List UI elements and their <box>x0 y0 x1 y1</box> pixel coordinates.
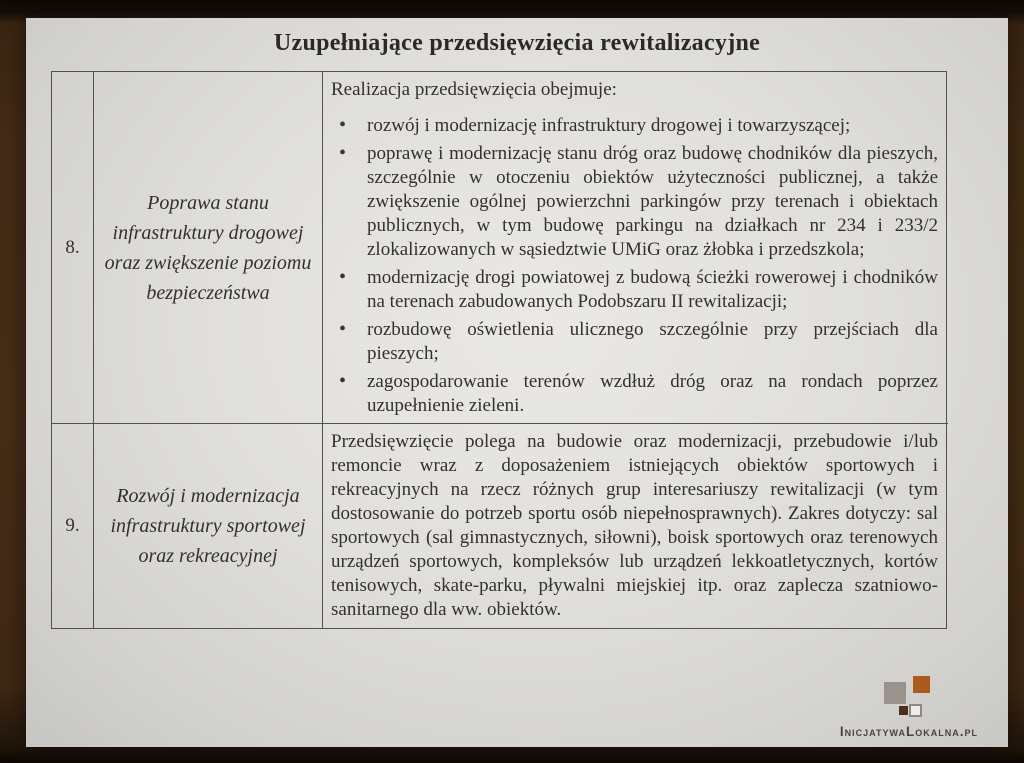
row-9-name-cell <box>94 424 323 628</box>
row-9-description-cell <box>323 424 948 628</box>
row-8-description-cell <box>323 72 948 424</box>
row-9-number-cell <box>52 424 94 628</box>
row-8-name-cell <box>94 72 323 424</box>
bullet-list <box>331 114 938 418</box>
logo <box>808 676 978 739</box>
bullet-item: • modernizację drogi powiatowej z budową ścieżki rowerowej i chodników na terenach zabudowanych Podobszaru II rewitalizacji; <box>331 266 938 314</box>
logo-square-orange-icon <box>913 676 930 693</box>
project-name: Rozwój i modernizacja infrastruktury sportowej oraz rekreacyjnej <box>110 485 306 567</box>
project-name: Poprawa stanu infrastruktury drogowej oraz zwiększenie poziomu bezpieczeństwa <box>104 191 312 304</box>
logo-square-white-icon <box>909 704 922 717</box>
slide-title: Uzupełniające przedsięwzięcia rewitalizacyjne <box>273 30 761 56</box>
logo-square-gray-icon <box>884 682 906 704</box>
row-number: 8. <box>65 236 80 258</box>
logo-mark-icon <box>808 676 933 720</box>
bullet-item: • zagospodarowanie terenów wzdłuż dróg oraz na rondach poprzez uzupełnienie zieleni. <box>331 370 938 418</box>
description-intro: Realizacja przedsięwzięcia obejmuje: <box>331 79 617 100</box>
logo-text: InicjatywaLokalna.pl <box>839 724 978 739</box>
description-paragraph: Przedsięwzięcie polega na budowie oraz modernizacji, przebudowie i/lub remoncie wraz z doposażeniem istniejących obiektów sportowych i rekreacyjnych na rzecz różnych grup interesariuszy rewitalizacji (w tym dostosowanie do potrzeb sportu osób niepełnosprawnych). Zakres dotyczy: sal sportowych (sal gimnastycznych, siłowni), boisk sportowych oraz terenowych urządzeń sportowych, kompleksów lub urządzeń lekkoatletycznych, kortów tenisowych, skate-parku, pływalni miejskiej itp. oraz zaplecza szatniowo-sanitarnego dla ww. obiektów. <box>331 431 938 620</box>
bullet-item: • poprawę i modernizację stanu dróg oraz budowę chodników dla pieszych, szczególnie w otoczeniu obiektów użyteczności publicznej, a także zwiększenie ogólnej powierzchni parkingów przy terenach i obiektach publicznych, w tym budowę parkingu na działkach nr 234 i 233/2 zlokalizowanych w sąsiedztwie UMiG oraz żłobka i przedszkola; <box>331 142 938 262</box>
row-8-number-cell <box>52 72 94 424</box>
projects-table <box>51 71 947 629</box>
projection-slide <box>26 18 1008 747</box>
bullet-item: • rozbudowę oświetlenia ulicznego szczególnie przy przejściach dla pieszych; <box>331 318 938 366</box>
bullet-item: • rozwój i modernizację infrastruktury drogowej i towarzyszącej; <box>331 114 938 138</box>
row-number: 9. <box>65 515 80 536</box>
logo-square-brown-icon <box>899 706 908 715</box>
